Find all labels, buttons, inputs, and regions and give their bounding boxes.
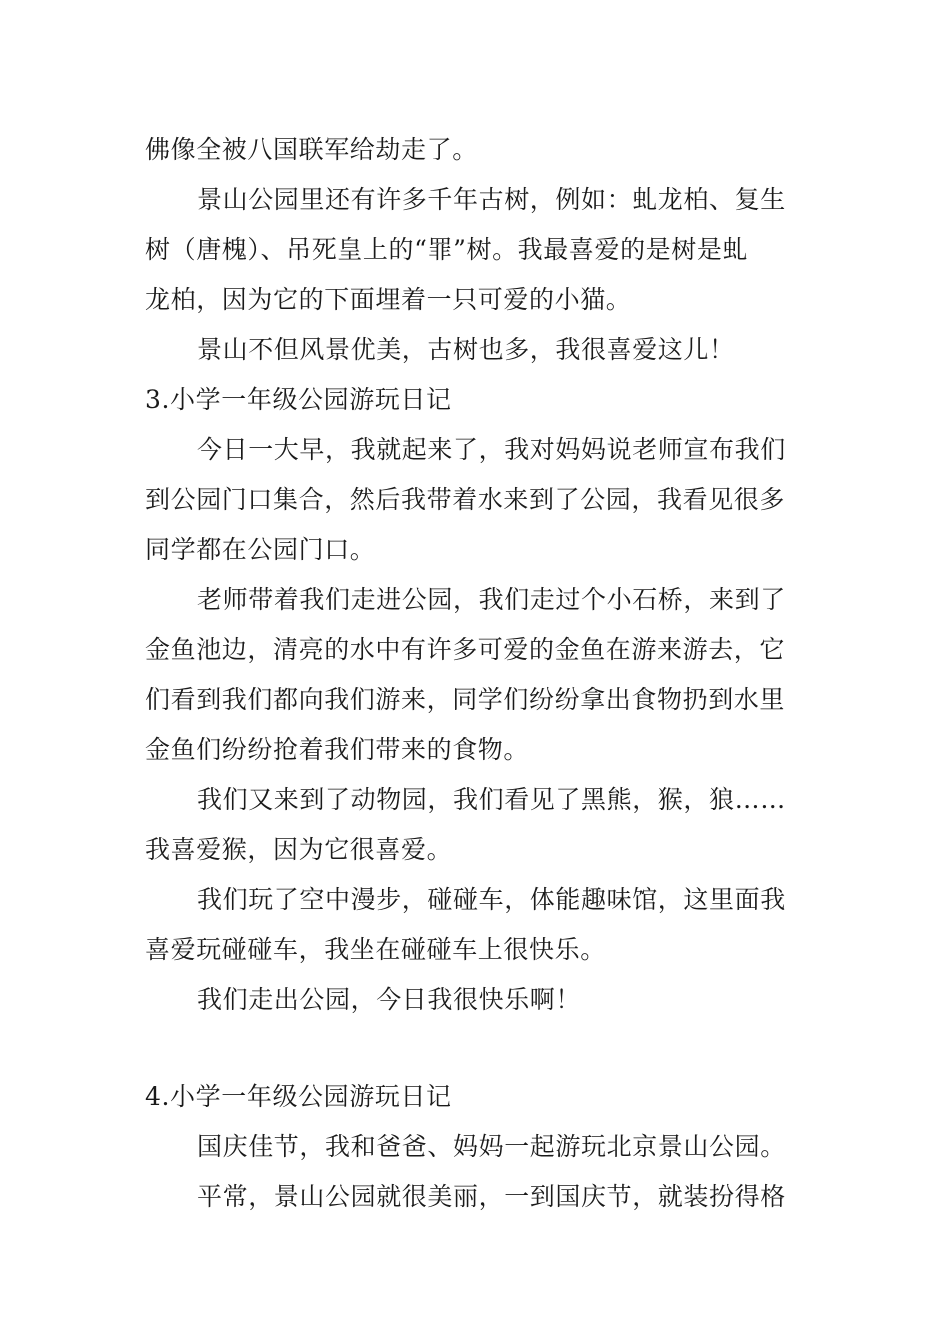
- paragraph-line: 国庆佳节，我和爸爸、妈妈一起游玩北京景山公园。: [197, 1132, 786, 1161]
- paragraph-line: 景山不但风景优美，古树也多，我很喜爱这儿！: [197, 335, 735, 364]
- section-heading: 4.小学一年级公园游玩日记: [145, 1082, 452, 1111]
- paragraph-line: 金鱼池边，清亮的水中有许多可爱的金鱼在游来游去，它: [145, 635, 786, 664]
- paragraph-line: 到公园门口集合，然后我带着水来到了公园，我看见很多: [145, 485, 786, 514]
- paragraph-line: 龙柏，因为它的下面埋着一只可爱的小猫。: [145, 285, 632, 314]
- paragraph-line: 金鱼们纷纷抢着我们带来的食物。: [145, 735, 530, 764]
- paragraph-line: 我们又来到了动物园，我们看见了黑熊，猴，狼……: [197, 785, 786, 814]
- paragraph-line: 我们走出公园，今日我很快乐啊！: [197, 985, 582, 1014]
- paragraph-line: 老师带着我们走进公园，我们走过个小石桥，来到了: [197, 585, 786, 614]
- paragraph-line: 们看到我们都向我们游来，同学们纷纷拿出食物扔到水里: [145, 685, 786, 714]
- paragraph-line: 我喜爱猴，因为它很喜爱。: [145, 835, 453, 864]
- section-heading: 3.小学一年级公园游玩日记: [145, 385, 452, 414]
- paragraph-line: 同学都在公园门口。: [145, 535, 376, 564]
- paragraph-line: 喜爱玩碰碰车，我坐在碰碰车上很快乐。: [145, 935, 606, 964]
- paragraph-line: 树（唐槐）、吊死皇上的“罪”树。我最喜爱的是树是虬: [145, 235, 749, 264]
- paragraph-line: 佛像全被八国联军给劫走了。: [145, 135, 478, 164]
- paragraph-line: 平常，景山公园就很美丽，一到国庆节，就装扮得格: [197, 1182, 786, 1211]
- paragraph-line: 今日一大早，我就起来了，我对妈妈说老师宣布我们: [197, 435, 786, 464]
- paragraph-line: 我们玩了空中漫步，碰碰车，体能趣味馆，这里面我: [197, 885, 786, 914]
- paragraph-line: 景山公园里还有许多千年古树，例如：虬龙柏、复生: [197, 185, 786, 214]
